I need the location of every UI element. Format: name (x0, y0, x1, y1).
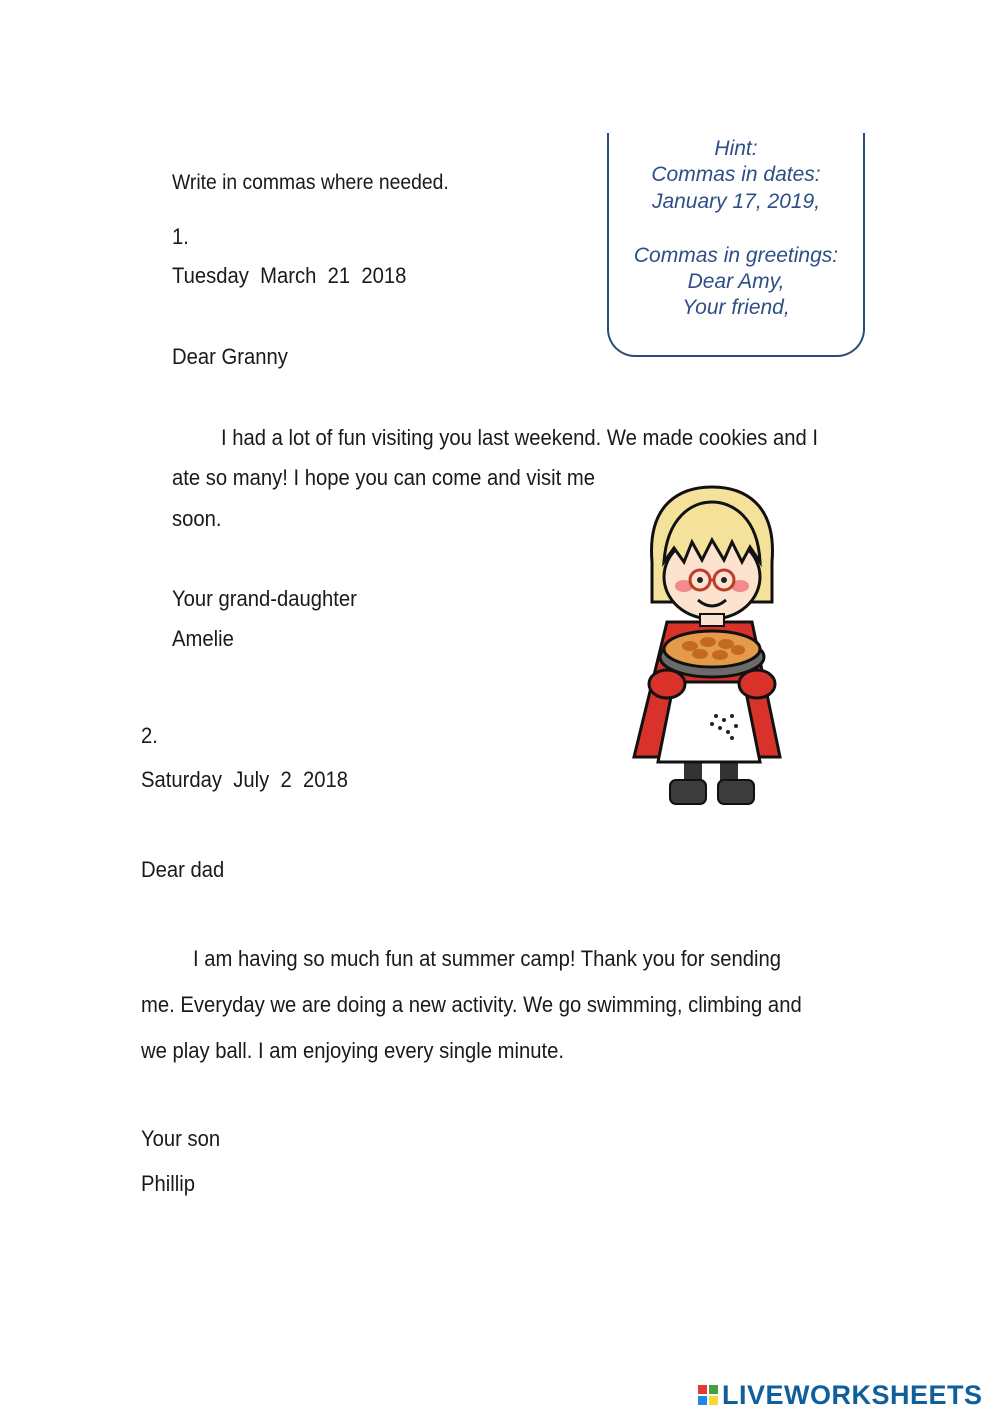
letter1-signature: Amelie (172, 626, 234, 651)
letter2-signature: Phillip (141, 1171, 196, 1196)
letter2-number: 2. (141, 723, 158, 748)
hint-dates-example: January 17, 2019, (651, 190, 821, 213)
letter1-closing: Your grand-daughter (172, 586, 357, 611)
hint-closing-example: Your friend, (682, 296, 790, 319)
hint-greetings-heading: Commas in greetings: (633, 244, 839, 267)
liveworksheets-logo (698, 1378, 983, 1412)
letter1-body-line: soon. (172, 506, 222, 531)
grandma-with-pie-icon (612, 462, 802, 812)
letter2-closing: Your son (141, 1126, 221, 1151)
letter2-body-line: me. Everyday we are doing a new activity. We go swimming, climbing and (141, 992, 802, 1017)
letter2-date: Saturday July 2 2018 (141, 767, 349, 792)
letter1-body-line: I had a lot of fun visiting you last weekend. We made cookies and I (221, 425, 819, 450)
hint-greetings-example: Dear Amy, (687, 270, 785, 293)
letter1-greeting: Dear Granny (172, 344, 288, 369)
letter2-body-line: I am having so much fun at summer camp! Thank you for sending (193, 946, 782, 971)
letter2-greeting: Dear dad (141, 857, 225, 882)
hint-dates-heading: Commas in dates: (651, 163, 821, 186)
hint-title: Hint: (714, 137, 758, 160)
letter1-number: 1. (172, 224, 189, 249)
instructions: Write in commas where needed. (172, 171, 449, 194)
letter1-body-line: ate so many! I hope you can come and visit me (172, 465, 596, 490)
brand-name: LIVEWORKSHEETS (722, 1379, 983, 1410)
letter1-date: Tuesday March 21 2018 (172, 263, 407, 288)
liveworksheets-logo-icon (698, 1385, 718, 1405)
letter2-body-line: we play ball. I am enjoying every single minute. (141, 1038, 565, 1063)
